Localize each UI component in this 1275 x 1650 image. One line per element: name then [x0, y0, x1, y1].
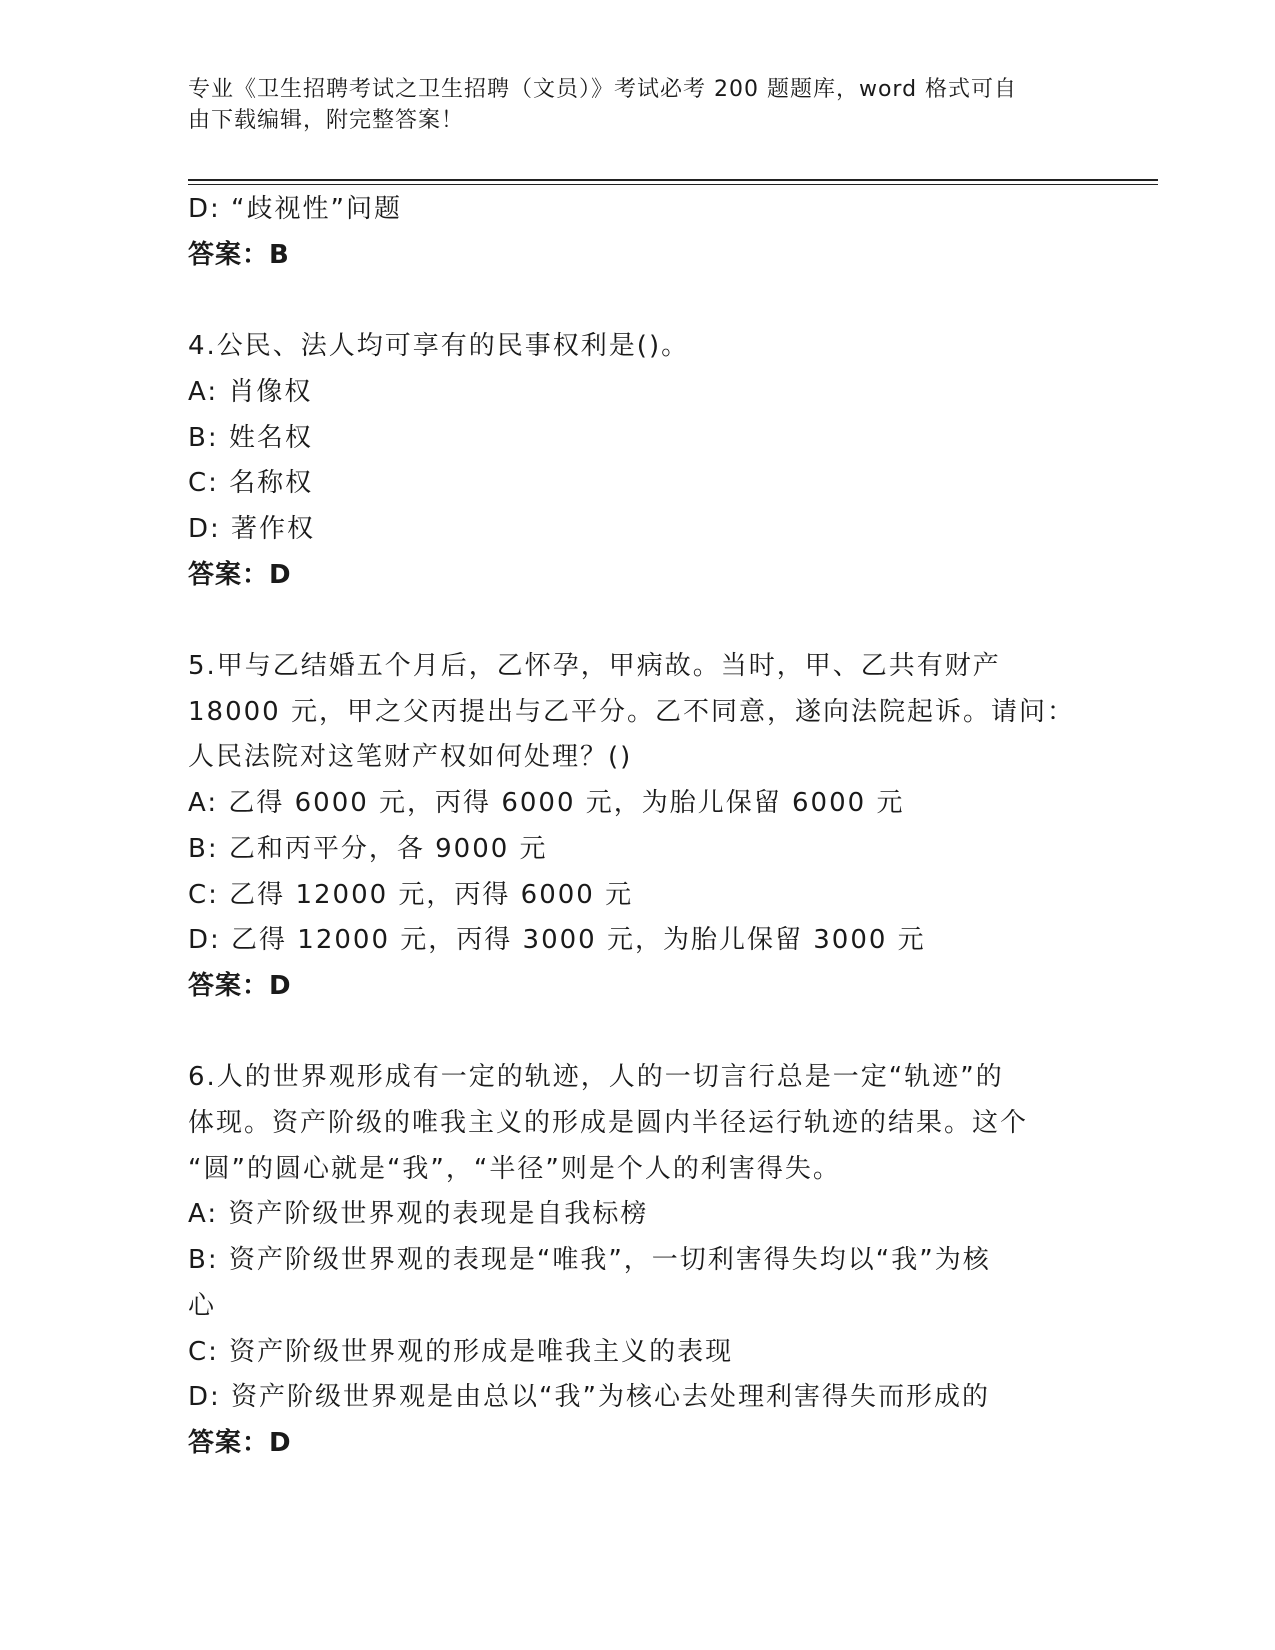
question-5-answer: 答案：D: [188, 970, 292, 1001]
question-5: [188, 644, 1088, 1010]
prev-answer: 答案：B: [188, 239, 290, 270]
question-4-stem: 4.公民、法人均可享有的民事权利是()。: [188, 331, 690, 362]
question-6: [188, 1055, 1088, 1466]
question-6-option-c: C: 资产阶级世界观的形成是唯我主义的表现: [188, 1336, 734, 1367]
question-6-stem-line-3: “圆”的圆心就是“我”，“半径”则是个人的利害得失。: [188, 1153, 841, 1184]
document-body: [188, 187, 1088, 1467]
question-6-option-d: D: 资产阶级世界观是由总以“我”为核心去处理利害得失而形成的: [188, 1382, 990, 1413]
header-divider-thin: [188, 184, 1158, 185]
header-divider-thick: [188, 179, 1158, 181]
header-title-line-2: 由下载编辑，附完整答案！: [188, 108, 465, 133]
question-5-stem-line-1: 5.甲与乙结婚五个月后，乙怀孕，甲病故。当时，甲、乙共有财产: [188, 651, 1001, 681]
question-6-option-b-line-1: B: 资产阶级世界观的表现是“唯我”，一切利害得失均以“我”为核: [188, 1245, 991, 1276]
question-4-option-c: C: 名称权: [188, 468, 314, 499]
question-6-stem-line-1: 6.人的世界观形成有一定的轨迹，人的一切言行总是一定“轨迹”的: [188, 1062, 1004, 1093]
question-4-option-b: B: 姓名权: [188, 422, 313, 453]
spacer: [188, 598, 1088, 644]
question-5-stem-line-2: 18000 元，甲之父丙提出与乙平分。乙不同意，遂向法院起诉。请问：: [188, 696, 1075, 727]
question-6-stem-line-2: 体现。资产阶级的唯我主义的形成是圆内半径运行轨迹的结果。这个: [188, 1108, 1029, 1139]
question-5-option-c: C: 乙得 12000 元，丙得 6000 元: [188, 879, 634, 910]
question-5-option-d: D: 乙得 12000 元，丙得 3000 元，为胎儿保留 3000 元: [188, 925, 926, 956]
question-4: [188, 324, 1088, 598]
question-5-option-b: B: 乙和丙平分，各 9000 元: [188, 833, 548, 864]
question-5-option-a: A: 乙得 6000 元，丙得 6000 元，为胎儿保留 6000 元: [188, 788, 905, 819]
question-4-answer: 答案：D: [188, 559, 292, 590]
question-4-option-d: D: 著作权: [188, 513, 316, 544]
question-5-stem-line-3: 人民法院对这笔财产权如何处理？(): [188, 742, 633, 773]
header-title-line-1: 专业《卫生招聘考试之卫生招聘（文员）》考试必考 200 题题库，word 格式可自: [188, 77, 1018, 102]
question-4-option-a: A: 肖像权: [188, 376, 313, 407]
question-6-option-b-line-2: 心: [188, 1290, 217, 1321]
question-6-answer: 答案：D: [188, 1427, 292, 1458]
question-6-option-a: A: 资产阶级世界观的表现是自我标榜: [188, 1199, 649, 1230]
spacer: [188, 278, 1088, 324]
document-header: [188, 74, 1068, 136]
prev-option-d: D: “歧视性”问题: [188, 194, 402, 224]
spacer: [188, 1010, 1088, 1056]
